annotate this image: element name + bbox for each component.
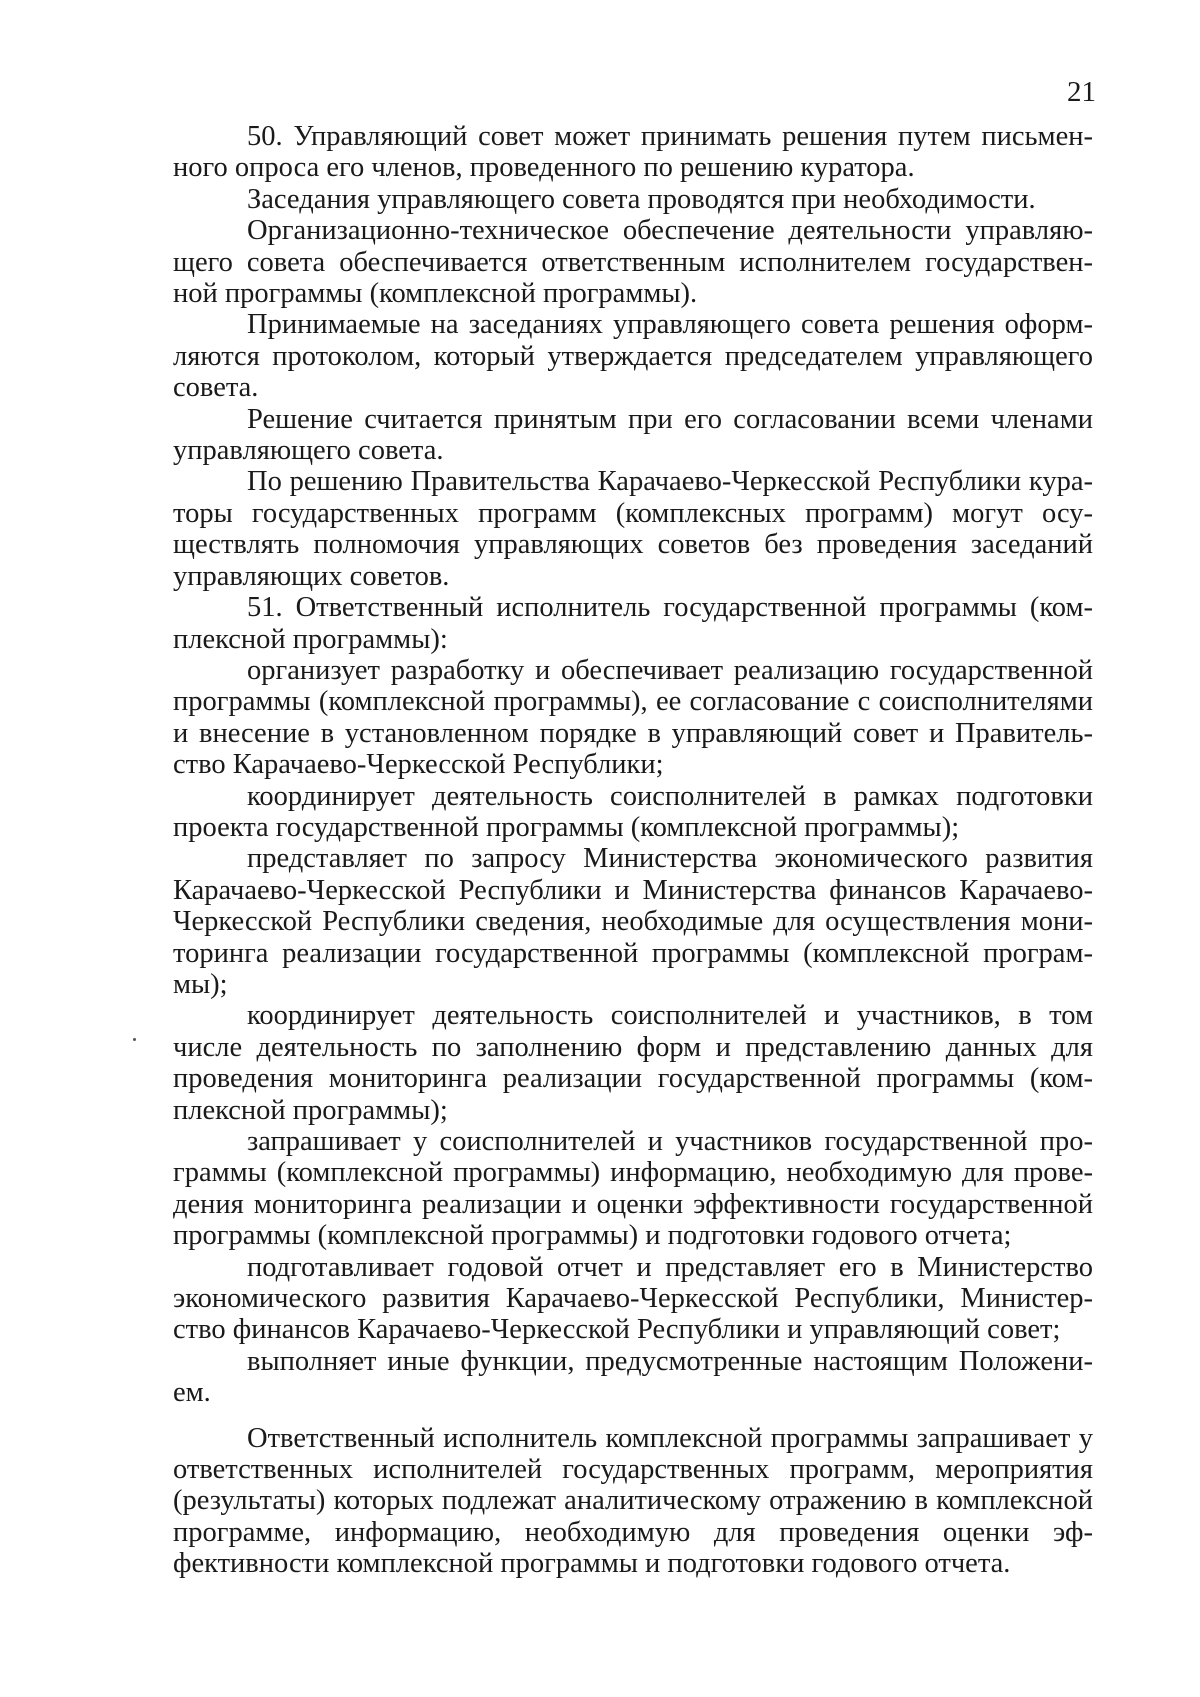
paragraph: Ответственный исполнитель комплексной программы запрашивает у ответственных исполнителей государственных программ, мероприятия (результаты) которых подлежат аналитическому отражению в комплексной программе, информацию, необходимую для проведения оценки эффективности комплексной программы и подготовки годового отчета. <box>173 1422 1093 1580</box>
document-body <box>173 121 1093 1580</box>
paragraph: По решению Правительства Карачаево-Черкесской Республики кураторы государственных программ (комплексных программ) могут осуществлять полномочия управляющих советов без проведения заседаний управляющих советов. <box>173 466 1093 592</box>
paragraph: Заседания управляющего совета проводятся при необходимости. <box>247 183 1036 215</box>
paragraph: Принимаемые на заседаниях управляющего совета решения оформляются протоколом, который утверждается председателем управляющего совета. <box>173 309 1093 404</box>
paragraph: 51. Ответственный исполнитель государственной программы (комплексной программы): <box>173 592 1093 655</box>
paragraph: координирует деятельность соисполнителей и участников, в том числе деятельность по заполнению форм и представлению данных для проведения мониторинга реализации государственной программы (комплексной программы); <box>173 1000 1093 1126</box>
paragraph: подготавливает годовой отчет и представляет его в Министерство экономического развития Карачаево-Черкесской Республики, Министерство финансов Карачаево-Черкесской Республики и управляющий совет; <box>173 1251 1093 1346</box>
paragraph: Решение считается принятым при его согласовании всеми членами управляющего совета. <box>173 403 1093 467</box>
scan-speck <box>133 1038 136 1041</box>
paragraph: координирует деятельность соисполнителей в рамках подготовки проекта государственной программы (комплексной программы); <box>173 780 1093 843</box>
paragraph: 50. Управляющий совет может принимать решения путем письменного опроса его членов, проведенного по решению куратора. <box>173 121 1093 184</box>
paragraph: организует разработку и обеспечивает реализацию государственной программы (комплексной программы), ее согласование с соисполнителями и внесение в установленном порядке в управляющий совет и Правительство Карачаево-Черкесской Республики; <box>173 654 1093 781</box>
paragraph: запрашивает у соисполнителей и участников государственной программы (комплексной программы) информацию, необходимую для проведения мониторинга реализации и оценки эффективности государственной программы (комплексной программы) и подготовки годового отчета; <box>173 1126 1093 1252</box>
page-number: 21 <box>1067 76 1096 108</box>
paragraph: выполняет иные функции, предусмотренные настоящим Положением. <box>173 1345 1093 1409</box>
paragraph: представляет по запросу Министерства экономического развития Карачаево-Черкесской Республики и Министерства финансов Карачаево-Черкесской Республики сведения, необходимые для осуществления мониторинга реализации государственной программы (комплексной программы); <box>173 843 1093 1000</box>
paragraph: Организационно-техническое обеспечение деятельности управляющего совета обеспечивается ответственным исполнителем государственной программы (комплексной программы). <box>173 215 1093 310</box>
